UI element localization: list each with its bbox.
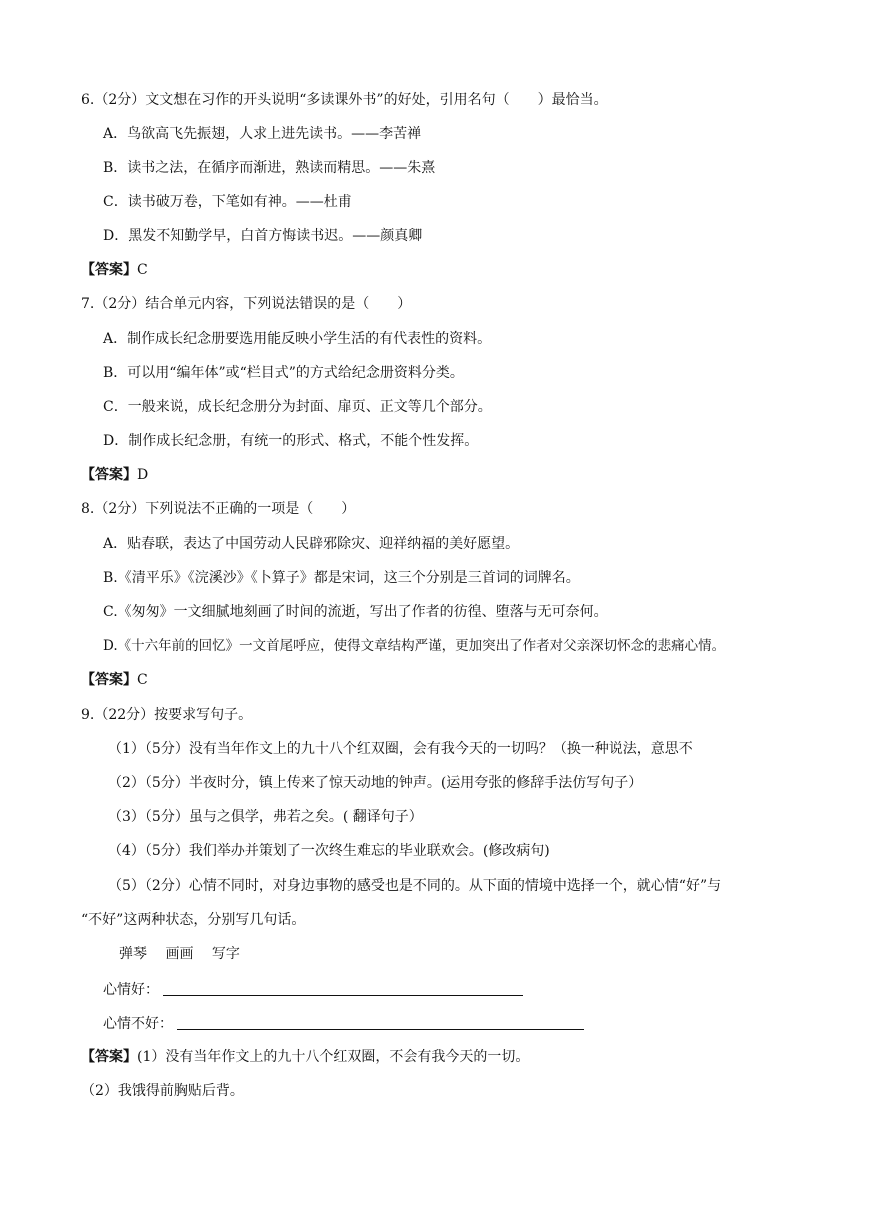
q9-item-4: （4）（5分）我们举办并策划了一次终生难忘的毕业联欢会。(修改病句) (108, 843, 550, 859)
answer-tag: 【答案】 (81, 467, 137, 483)
q8-option-a: A．贴春联，表达了中国劳动人民辟邪除灾、迎祥纳福的美好愿望。 (103, 536, 520, 552)
q8-option-c: C.《匆匆》一文细腻地刻画了时间的流逝，写出了作者的彷徨、堕落与无可奈何。 (103, 604, 608, 620)
q9-item-5-continued: “不好”这两种状态，分别写几句话。 (81, 912, 306, 928)
q6-option-b: B．读书之法，在循序而渐进，熟读而精思。——朱熹 (103, 160, 436, 176)
q7-option-b: B．可以用“编年体”或“栏目式”的方式给纪念册资料分类。 (103, 365, 464, 381)
q9-item-1: （1）（5分）没有当年作文上的九十八个红双圈，会有我今天的一切吗？（换一种说法，意思不 (108, 741, 693, 757)
question-6-stem: 6.（2分）文文想在习作的开头说明“多读课外书”的好处，引用名句（ ）最恰当。 (81, 92, 608, 108)
q7-option-c: C．一般来说，成长纪念册分为封面、扉页、正文等几个部分。 (103, 399, 492, 415)
q8-answer (81, 670, 148, 690)
q6-answer (81, 260, 148, 280)
answer-tag: 【答案】 (81, 672, 137, 688)
answer-value: D (137, 467, 149, 483)
q9-item-3: （3）（5分）虽与之俱学，弗若之矣。( 翻译句子） (108, 809, 423, 825)
q9-item-2: （2）（5分）半夜时分，镇上传来了惊天动地的钟声。(运用夸张的修辞手法仿写句子） (108, 775, 643, 791)
q8-option-d: D.《十六年前的回忆》一文首尾呼应，使得文章结构严谨，更加突出了作者对父亲深切怀念的悲痛心情。 (103, 638, 726, 654)
question-8-stem: 8.（2分）下列说法不正确的一项是（ ） (81, 501, 356, 517)
q6-option-d: D．黑发不知勤学早，白首方悔读书迟。——颜真卿 (103, 228, 423, 244)
answer-value: C (137, 262, 148, 278)
mood-bad-label: 心情不好： (103, 1016, 173, 1032)
answer-value: C (137, 672, 148, 688)
q9-item-5: （5）（2分）心情不同时，对身边事物的感受也是不同的。从下面的情境中选择一个，就心情“好”与 (108, 878, 722, 894)
q7-answer (81, 465, 148, 485)
question-7-stem: 7.（2分）结合单元内容，下列说法错误的是（ ） (81, 296, 412, 312)
q8-option-b: B.《清平乐》《浣溪沙》《卜算子》都是宋词，这三个分别是三首词的词牌名。 (103, 570, 580, 586)
answer-tag: 【答案】 (81, 262, 137, 278)
q7-option-d: D．制作成长纪念册，有统一的形式、格式，不能个性发挥。 (103, 433, 479, 449)
mood-good-label: 心情好： (103, 982, 159, 998)
q7-option-a: A．制作成长纪念册要选用能反映小学生活的有代表性的资料。 (103, 331, 492, 347)
q9-answer-1 (81, 1047, 529, 1067)
question-9-stem: 9.（22分）按要求写句子。 (81, 707, 253, 723)
mood-good-answer-line (163, 995, 523, 996)
answer-line-1: (1）没有当年作文上的九十八个红双圈，不会有我今天的一切。 (137, 1049, 530, 1065)
answer-tag: 【答案】 (81, 1049, 137, 1065)
q9-answer-2: （2）我饿得前胸贴后背。 (81, 1083, 244, 1099)
q9-situation-choices: 弹琴 画画 写字 (119, 946, 240, 962)
mood-bad-answer-line (177, 1029, 584, 1030)
q6-option-a: A．鸟欲高飞先振翅，人求上进先读书。——李苦禅 (103, 126, 422, 142)
q6-option-c: C．读书破万卷，下笔如有神。——杜甫 (103, 194, 352, 210)
